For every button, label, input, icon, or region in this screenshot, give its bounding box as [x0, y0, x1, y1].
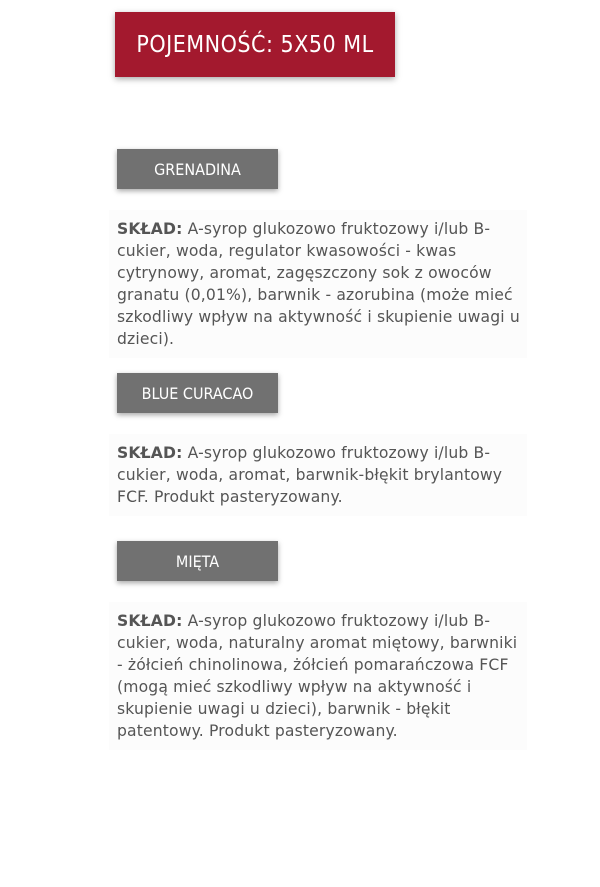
ingredients-text — [117, 442, 527, 508]
section-tag-label: MIĘTA — [175, 551, 220, 571]
ingredients-body: A-syrop glukozowo fruktozowy i/lub B-cukier, woda, regulator kwasowości - kwas cytrynowy, aromat, zagęszczony sok z owoców granatu (0,01%), barwnik - azorubina (może mieć szkodliwy wpływ na aktywność i skupienie uwagi u dzieci). — [117, 220, 520, 348]
ingredients-block-mieta — [109, 602, 527, 750]
section-tag-grenadina — [117, 149, 278, 189]
section-tag-label: GRENADINA — [154, 159, 241, 179]
ingredients-label: SKŁAD: — [117, 444, 183, 462]
capacity-banner — [115, 12, 395, 77]
section-tag-label: BLUE CURACAO — [141, 383, 254, 403]
capacity-title: POJEMNOŚĆ: 5X50 ML — [136, 31, 374, 58]
ingredients-body: A-syrop glukozowo fruktozowy i/lub B-cukier, woda, naturalny aromat miętowy, barwniki - żółcień chinolinowa, żółcień pomarańczowa FCF (mogą mieć szkodliwy wpływ na aktywność i skupienie uwagi u dzieci), barwnik - błękit patentowy. Produkt pasteryzowany. — [117, 612, 518, 740]
section-tag-blue-curacao — [117, 373, 278, 413]
ingredients-body: A-syrop glukozowo fruktozowy i/lub B-cukier, woda, aromat, barwnik-błękit brylantowy FCF. Produkt pasteryzowany. — [117, 444, 503, 506]
ingredients-label: SKŁAD: — [117, 612, 183, 630]
ingredients-text — [117, 218, 527, 350]
ingredients-label: SKŁAD: — [117, 220, 183, 238]
section-tag-mieta — [117, 541, 278, 581]
ingredients-block-blue-curacao — [109, 434, 527, 516]
ingredients-text — [117, 610, 527, 742]
ingredients-block-grenadina — [109, 210, 527, 358]
